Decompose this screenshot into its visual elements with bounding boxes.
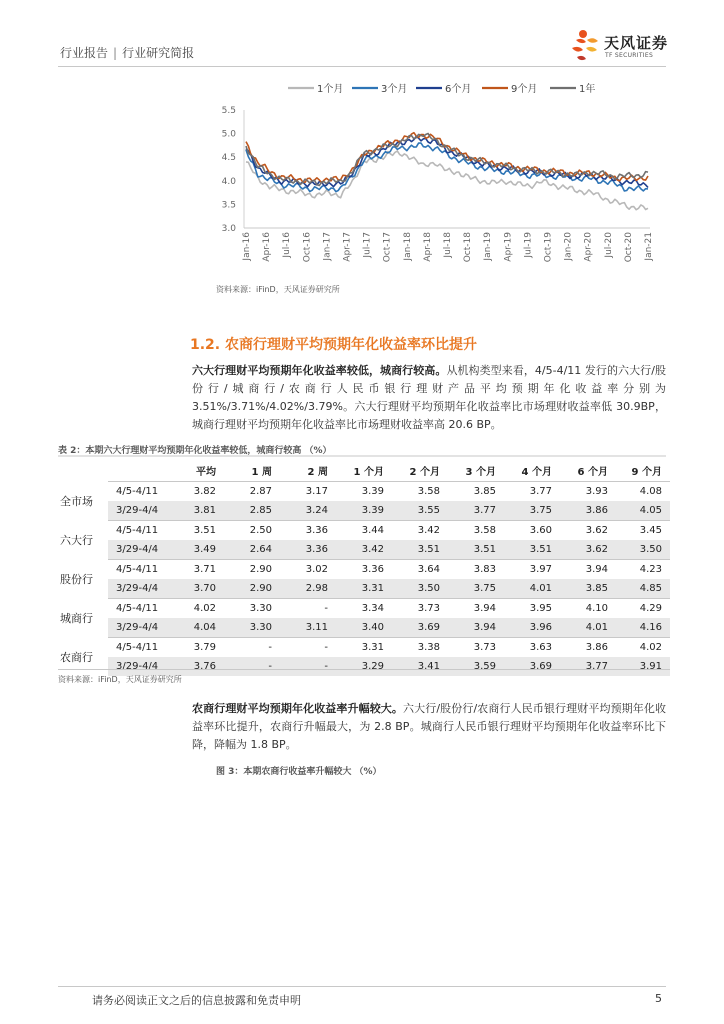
header-cell: 3 个月 — [465, 466, 496, 478]
value-cell: 3.30 — [224, 599, 280, 619]
table-header-row — [58, 459, 670, 482]
x-tick-label: Jan-21 — [644, 232, 654, 261]
value-cell: 3.34 — [336, 599, 392, 619]
period-cell: 3/29-4/4 — [108, 657, 170, 676]
header-cell: 6 个月 — [577, 466, 608, 478]
value-cell: 3.02 — [280, 560, 336, 580]
x-tick-label: Oct-16 — [302, 232, 313, 263]
value-cell: 4.29 — [616, 599, 670, 619]
x-tick-label: Jan-16 — [242, 232, 252, 261]
header-separator: | — [113, 46, 118, 60]
header-cell: 平均 — [196, 466, 216, 478]
chart-source: 资料来源：iFinD，天风证券研究所 — [216, 285, 340, 294]
value-cell: 3.63 — [504, 638, 560, 658]
logo-english: TF SECURITIES — [605, 52, 654, 59]
y-tick-label: 4.0 — [221, 176, 236, 187]
x-tick-label: Oct-20 — [623, 232, 634, 263]
table-bottom-rule — [58, 669, 670, 670]
header-cell: 1 周 — [251, 466, 272, 478]
value-cell: 2.98 — [280, 579, 336, 599]
period-cell: 3/29-4/4 — [108, 618, 170, 638]
header-cell: 4 个月 — [521, 466, 552, 478]
value-cell: 3.36 — [336, 560, 392, 580]
header-cell: 2 个月 — [409, 466, 440, 478]
value-cell: 3.85 — [560, 579, 616, 599]
paragraph-1-text: 从机构类型来看，4/5-4/11 发行的六大行/股份行/城商行/农商行人民币银行理财产品平均预期年化收益率分别为 3.51%/3.71%/4.02%/3.79%。六大行理财平均预期年化收益率比市场理财收益率低 30.9BP，城商行理财平均预期年化收益率比市场理财收益率高 20.6 BP。 — [192, 364, 667, 431]
value-cell: 3.51 — [170, 521, 224, 541]
value-cell: 4.02 — [170, 599, 224, 619]
value-cell: 2.85 — [224, 501, 280, 521]
x-tick-label: Apr-16 — [262, 232, 273, 262]
value-cell: 3.94 — [448, 599, 504, 619]
value-cell: 3.85 — [448, 482, 504, 502]
value-cell: 4.04 — [170, 618, 224, 638]
value-cell: 3.69 — [392, 618, 448, 638]
header-cell: 2 周 — [307, 466, 328, 478]
x-tick-label: Oct-18 — [463, 232, 474, 263]
value-cell: 3.31 — [336, 638, 392, 658]
value-cell: - — [280, 657, 336, 676]
value-cell: 2.90 — [224, 579, 280, 599]
period-cell: 3/29-4/4 — [108, 540, 170, 560]
value-cell: 3.11 — [280, 618, 336, 638]
x-tick-label: Jan-20 — [563, 232, 574, 261]
value-cell: 3.70 — [170, 579, 224, 599]
value-cell: 3.50 — [392, 579, 448, 599]
value-cell: 3.81 — [170, 501, 224, 521]
y-tick-label: 3.5 — [221, 200, 236, 211]
value-cell: 2.90 — [224, 560, 280, 580]
value-cell: 3.82 — [170, 482, 224, 502]
report-category: 行业报告 — [60, 46, 109, 60]
value-cell: 4.01 — [560, 618, 616, 638]
value-cell: 3.51 — [448, 540, 504, 560]
value-cell: 3.86 — [560, 501, 616, 521]
value-cell: - — [224, 657, 280, 676]
x-tick-label: Jul-19 — [523, 232, 534, 258]
value-cell: 3.39 — [336, 482, 392, 502]
table-row — [58, 618, 670, 638]
value-cell: 4.05 — [616, 501, 670, 521]
value-cell: 4.85 — [616, 579, 670, 599]
value-cell: 3.94 — [560, 560, 616, 580]
value-cell: 3.83 — [448, 560, 504, 580]
legend-label: 6个月 — [445, 84, 472, 95]
value-cell: 3.17 — [280, 482, 336, 502]
footer-disclaimer: 请务必阅读正文之后的信息披露和免责申明 — [92, 994, 301, 1007]
period-cell: 4/5-4/11 — [108, 521, 170, 541]
value-cell: 3.75 — [504, 501, 560, 521]
value-cell: 3.49 — [170, 540, 224, 560]
value-cell: 3.50 — [616, 540, 670, 560]
value-cell: 4.16 — [616, 618, 670, 638]
header-cell — [108, 459, 170, 482]
value-cell: 3.76 — [170, 657, 224, 676]
x-tick-label: Apr-17 — [342, 232, 353, 262]
x-tick-label: Apr-19 — [503, 232, 514, 262]
table-row — [58, 579, 670, 599]
value-cell: 3.77 — [504, 482, 560, 502]
value-cell: 3.29 — [336, 657, 392, 676]
value-cell: 3.59 — [448, 657, 504, 676]
value-cell: 3.94 — [448, 618, 504, 638]
value-cell: 3.97 — [504, 560, 560, 580]
table-row — [58, 638, 670, 658]
row-group-label: 股份行 — [58, 560, 108, 599]
row-group-label: 全市场 — [58, 482, 108, 521]
value-cell: 3.40 — [336, 618, 392, 638]
period-cell: 4/5-4/11 — [108, 638, 170, 658]
legend-label: 1个月 — [317, 84, 344, 95]
value-cell: 3.60 — [504, 521, 560, 541]
period-cell: 4/5-4/11 — [108, 560, 170, 580]
value-cell: 3.93 — [560, 482, 616, 502]
paragraph-1-lead: 六大行理财平均预期年化收益率较低，城商行较高。 — [192, 364, 447, 377]
x-tick-label: Apr-18 — [422, 232, 433, 262]
y-tick-label: 3.0 — [221, 224, 236, 234]
table-row — [58, 599, 670, 619]
footer-divider — [58, 986, 666, 987]
chart-x-axis — [242, 232, 654, 263]
value-cell: 3.62 — [560, 540, 616, 560]
company-logo — [568, 28, 678, 68]
x-tick-label: Oct-19 — [543, 232, 554, 263]
table-top-rule — [58, 455, 666, 457]
paragraph-2-text: 六大行/股份行/农商行人民币银行理财平均预期年化收益率环比提升，农商行升幅最大，为 2.8 BP。城商行人民币银行理财平均预期年化收益率环比下降，降幅为 1.8 BP。 — [192, 702, 666, 751]
header-cell: 1 个月 — [353, 466, 384, 478]
value-cell: 3.24 — [280, 501, 336, 521]
row-group-label: 农商行 — [58, 638, 108, 677]
paragraph-1 — [192, 362, 666, 434]
value-cell: 3.91 — [616, 657, 670, 676]
value-cell: 3.73 — [392, 599, 448, 619]
section-title: 1.2. 农商行理财平均预期年化收益率环比提升 — [190, 337, 477, 353]
value-cell: 3.73 — [448, 638, 504, 658]
value-cell: 2.64 — [224, 540, 280, 560]
x-tick-label: Jan-18 — [402, 232, 413, 261]
period-cell: 3/29-4/4 — [108, 501, 170, 521]
chart-legend — [288, 82, 595, 95]
x-tick-label: Jul-17 — [362, 232, 373, 258]
x-tick-label: Jan-17 — [322, 232, 333, 261]
chart-series — [246, 133, 648, 210]
series-line-2 — [246, 143, 648, 192]
value-cell: 3.71 — [170, 560, 224, 580]
value-cell: 3.36 — [280, 540, 336, 560]
value-cell: 4.08 — [616, 482, 670, 502]
x-tick-label: Jan-19 — [483, 232, 494, 261]
page-number: 5 — [655, 992, 662, 1005]
row-group-label: 六大行 — [58, 521, 108, 560]
value-cell: 3.36 — [280, 521, 336, 541]
y-tick-label: 5.5 — [221, 106, 236, 116]
value-cell: 3.75 — [448, 579, 504, 599]
value-cell: 3.44 — [336, 521, 392, 541]
value-cell: 3.96 — [504, 618, 560, 638]
report-header — [60, 44, 194, 61]
header-cell — [58, 459, 108, 482]
report-subcategory: 行业研究简报 — [122, 46, 195, 60]
value-cell: 3.64 — [392, 560, 448, 580]
value-cell: 4.10 — [560, 599, 616, 619]
table-row — [58, 482, 670, 502]
yield-table — [58, 459, 670, 676]
value-cell: 3.55 — [392, 501, 448, 521]
value-cell: 2.87 — [224, 482, 280, 502]
table-row — [58, 560, 670, 580]
value-cell: 3.51 — [504, 540, 560, 560]
value-cell: 3.41 — [392, 657, 448, 676]
figure-3-title: 图 3：本期农商行收益率升幅较大 （%） — [216, 767, 382, 777]
value-cell: 3.45 — [616, 521, 670, 541]
value-cell: 3.58 — [392, 482, 448, 502]
value-cell: 4.23 — [616, 560, 670, 580]
value-cell: 3.69 — [504, 657, 560, 676]
value-cell: 3.62 — [560, 521, 616, 541]
value-cell: 3.86 — [560, 638, 616, 658]
value-cell: 3.39 — [336, 501, 392, 521]
value-cell: 4.01 — [504, 579, 560, 599]
value-cell: 4.02 — [616, 638, 670, 658]
value-cell: 3.79 — [170, 638, 224, 658]
paragraph-2-lead: 农商行理财平均预期年化收益率升幅较大。 — [192, 702, 404, 715]
table-row — [58, 501, 670, 521]
value-cell: 3.30 — [224, 618, 280, 638]
table-source: 资料来源：iFinD，天风证券研究所 — [58, 675, 182, 684]
legend-label: 3个月 — [381, 84, 408, 95]
value-cell: 3.38 — [392, 638, 448, 658]
value-cell: 3.95 — [504, 599, 560, 619]
period-cell: 4/5-4/11 — [108, 599, 170, 619]
value-cell: 3.58 — [448, 521, 504, 541]
yield-line-chart — [200, 72, 670, 284]
value-cell: 3.51 — [392, 540, 448, 560]
y-tick-label: 4.5 — [221, 153, 236, 164]
period-cell: 4/5-4/11 — [108, 482, 170, 502]
logo-name: 天风证券 — [604, 34, 669, 52]
table-row — [58, 540, 670, 560]
chart-y-axis — [222, 106, 650, 234]
paragraph-2 — [192, 700, 666, 754]
legend-label: 1年 — [579, 84, 596, 95]
value-cell: - — [280, 599, 336, 619]
value-cell: 2.50 — [224, 521, 280, 541]
x-tick-label: Apr-20 — [583, 232, 594, 262]
logo-flower-icon — [568, 28, 602, 66]
table-title: 表 2：本期六大行理财平均预期年化收益率较低，城商行较高 （%） — [58, 446, 332, 456]
value-cell: 3.42 — [392, 521, 448, 541]
x-tick-label: Jul-16 — [282, 232, 293, 258]
row-group-label: 城商行 — [58, 599, 108, 638]
y-tick-label: 5.0 — [221, 129, 236, 140]
value-cell: 3.31 — [336, 579, 392, 599]
value-cell: 3.77 — [448, 501, 504, 521]
x-tick-label: Jul-20 — [603, 232, 614, 258]
x-tick-label: Oct-17 — [382, 232, 393, 263]
legend-label: 9个月 — [511, 84, 538, 95]
period-cell: 3/29-4/4 — [108, 579, 170, 599]
value-cell: 3.77 — [560, 657, 616, 676]
value-cell: 3.42 — [336, 540, 392, 560]
value-cell: - — [224, 638, 280, 658]
value-cell: - — [280, 638, 336, 658]
table-row — [58, 521, 670, 541]
header-cell: 9 个月 — [631, 466, 662, 478]
x-tick-label: Jul-18 — [443, 232, 453, 258]
